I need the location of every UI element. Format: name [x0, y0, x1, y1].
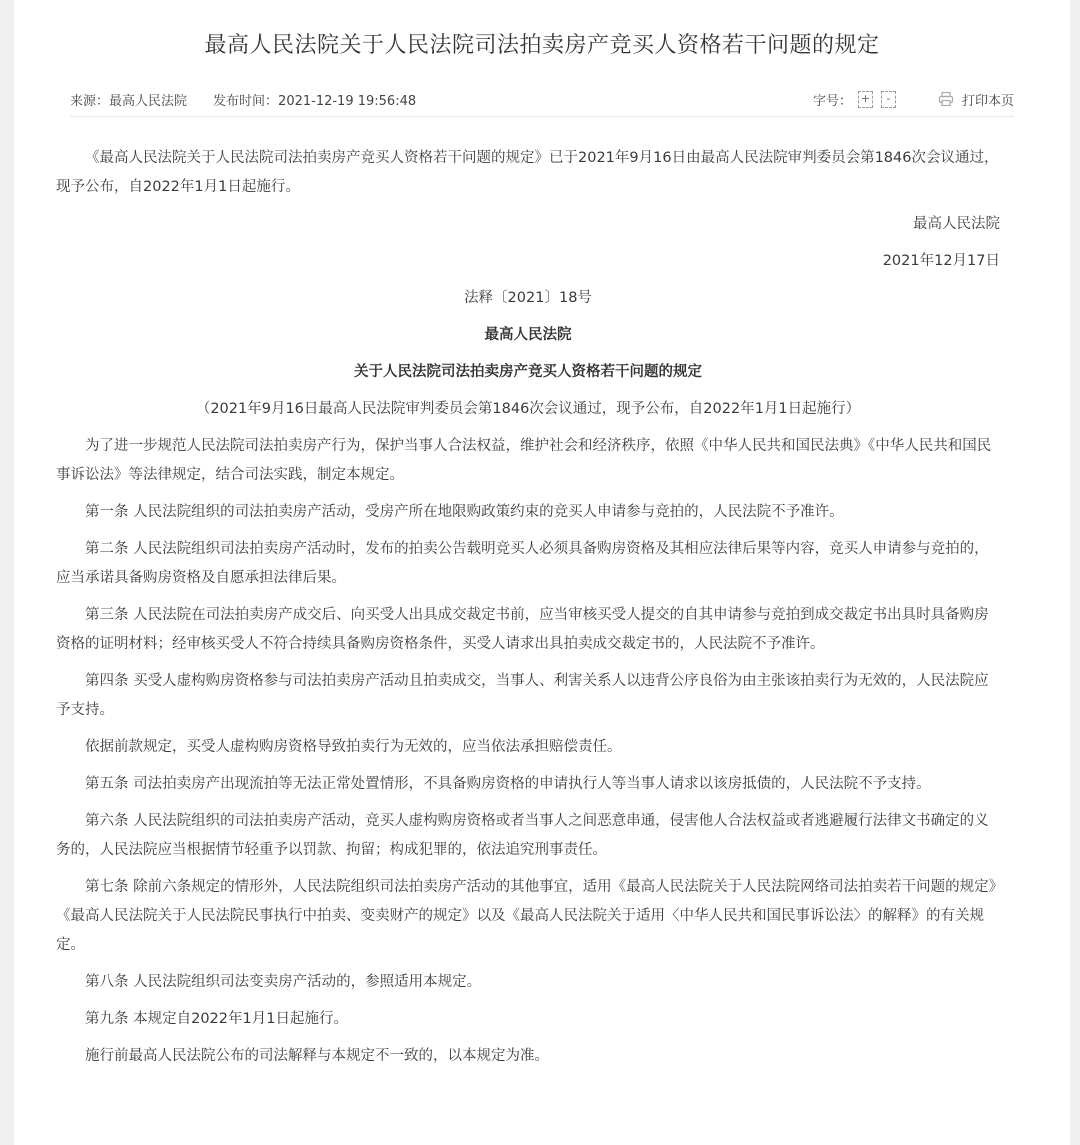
adoption-note: （2021年9月16日最高人民法院审判委员会第1846次会议通过，现予公布，自2022年1月1日起施行） [195, 401, 861, 417]
article-paragraph: 施行前最高人民法院公布的司法解释与本规定不一致的，以本规定为准。 [85, 1048, 549, 1064]
article-paragraph: 第六条 人民法院组织的司法拍卖房产活动，竞买人虚构购房资格或者当事人之间恶意串通，侵害他人合法权益或者逃避履行法律文书确定的义务的，人民法院应当根据情节轻重予以罚款、拘留；构成犯罪的，依法追究刑事责任。 [56, 813, 989, 858]
article-body [56, 144, 1000, 1079]
font-increase-button[interactable]: + [858, 91, 873, 108]
signature: 最高人民法院 [913, 216, 1000, 232]
article-meta-bar [70, 88, 1014, 110]
article-paragraph: 第八条 人民法院组织司法变卖房产活动的，参照适用本规定。 [85, 974, 482, 990]
article-paragraph: 第一条 人民法院组织的司法拍卖房产活动，受房产所在地限购政策约束的竞买人申请参与竞拍的，人民法院不予准许。 [85, 504, 844, 520]
printer-icon [938, 91, 954, 107]
intro-paragraph: 《最高人民法院关于人民法院司法拍卖房产竞买人资格若干问题的规定》已于2021年9月16日由最高人民法院审判委员会第1846次会议通过，现予公布，自2022年1月1日起施行。 [56, 150, 999, 195]
font-decrease-button[interactable]: - [881, 91, 896, 108]
article-paragraph: 第二条 人民法院组织司法拍卖房产活动时，发布的拍卖公告载明竞买人必须具备购房资格及其相应法律后果等内容，竞买人申请参与竞拍的，应当承诺具备购房资格及自愿承担法律后果。 [56, 541, 989, 586]
document-number: 法释〔2021〕18号 [464, 290, 592, 306]
source-value: 最高人民法院 [109, 93, 188, 109]
publish-info [213, 90, 416, 109]
publish-time: 2021-12-19 19:56:48 [278, 93, 417, 109]
font-size-label: 字号： [812, 93, 852, 109]
print-label: 打印本页 [961, 93, 1014, 109]
article-paragraph: 第七条 除前六条规定的情形外，人民法院组织司法拍卖房产活动的其他事宜，适用《最高人民法院关于人民法院网络司法拍卖若干问题的规定》《最高人民法院关于人民法院民事执行中拍卖、变卖财产的规定》以及《最高人民法院关于适用〈中华人民共和国民事诉讼法〉的解释》的有关规定。 [56, 879, 996, 953]
article-paragraph: 依据前款规定，买受人虚构购房资格导致拍卖行为无效的，应当依法承担赔偿责任。 [85, 739, 622, 755]
article-paragraph: 第五条 司法拍卖房产出现流拍等无法正常处置情形，不具备购房资格的申请执行人等当事人请求以该房抵债的，人民法院不予支持。 [85, 776, 931, 792]
page-title: 最高人民法院关于人民法院司法拍卖房产竞买人资格若干问题的规定 [204, 33, 880, 58]
article-paragraph: 第四条 买受人虚构购房资格参与司法拍卖房产活动且拍卖成交，当事人、利害关系人以违背公序良俗为由主张该拍卖行为无效的，人民法院应予支持。 [56, 673, 989, 718]
document-title: 关于人民法院司法拍卖房产竞买人资格若干问题的规定 [354, 364, 702, 380]
issuer-heading: 最高人民法院 [484, 327, 572, 343]
header-divider [70, 116, 1014, 117]
article-paragraph: 第三条 人民法院在司法拍卖房产成交后、向买受人出具成交裁定书前，应当审核买受人提交的自其申请参与竞拍到成交裁定书出具时具备购房资格的证明材料；经审核买受人不符合持续具备购房资格条件，买受人请求出具拍卖成交裁定书的，人民法院不予准许。 [56, 607, 989, 652]
signature-date: 2021年12月17日 [882, 253, 1000, 269]
source-label: 来源： [70, 93, 110, 109]
preamble-paragraph: 为了进一步规范人民法院司法拍卖房产行为，保护当事人合法权益，维护社会和经济秩序，依照《中华人民共和国民法典》《中华人民共和国民事诉讼法》等法律规定，结合司法实践，制定本规定。 [56, 438, 992, 483]
publish-label: 发布时间： [213, 93, 279, 109]
article-paragraph: 第九条 本规定自2022年1月1日起施行。 [85, 1011, 348, 1027]
source-info [70, 90, 187, 109]
print-button[interactable] [938, 90, 1014, 109]
